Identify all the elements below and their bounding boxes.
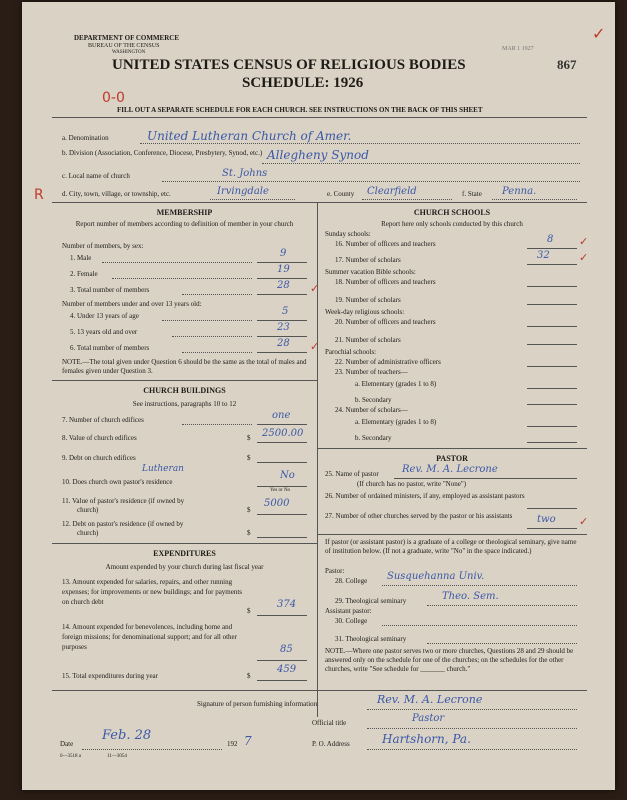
- q18-answer-line: [527, 286, 577, 287]
- form-title: UNITED STATES CENSUS OF RELIGIOUS BODIES: [112, 57, 466, 73]
- q14-answer-line: [257, 660, 307, 661]
- q2-value: 19: [277, 264, 290, 275]
- schedule-title: SCHEDULE: 1926: [242, 75, 364, 91]
- q2-label: 2. Female: [70, 270, 98, 278]
- official-title-line: [367, 728, 577, 729]
- year-digit: 7: [244, 734, 252, 748]
- check-mark-icon: ✓: [592, 24, 606, 43]
- expenditures-intro: Amount expended by your church during last fiscal year: [105, 563, 264, 571]
- q16-value: 8: [547, 234, 554, 245]
- expenditures-heading: EXPENDITURES: [153, 549, 216, 558]
- signature-line: [367, 709, 577, 710]
- q13-label: 13. Amount expended for salaries, repairs, and other running expenses; for improvements or new buildings; and for payments on church debt: [62, 578, 243, 606]
- q7-leader: [182, 424, 252, 425]
- denomination-line: [140, 143, 580, 144]
- weekday-label: Week-day religious schools:: [325, 308, 405, 316]
- q6-label: 6. Total number of members: [70, 344, 150, 352]
- q20-answer-line: [527, 326, 577, 327]
- parochial-label: Parochial schools:: [325, 348, 377, 356]
- buildings-heading: CHURCH BUILDINGS: [143, 386, 226, 395]
- q24b-label: b. Secondary: [355, 434, 392, 442]
- q27-label: 27. Number of other churches served by the pastor or his assistants: [325, 512, 513, 520]
- q23-label: 23. Number of teachers—: [335, 368, 408, 376]
- q5-leader: [172, 336, 252, 337]
- form-number: 867: [557, 57, 577, 72]
- q12-dollar: $: [247, 529, 251, 537]
- schools-intro: Report here only schools conducted by this church: [381, 220, 523, 228]
- q18-label: 18. Number of officers and teachers: [335, 278, 436, 286]
- q7-label: 7. Number of church edifices: [62, 416, 144, 424]
- membership-intro: Report number of members according to definition of member in your church: [75, 220, 294, 228]
- city-value: Irvingdale: [217, 186, 269, 197]
- q16-answer-line: [527, 248, 577, 249]
- bureau-label: BUREAU OF THE CENSUS: [88, 43, 160, 49]
- q28-value: Susquehanna Univ.: [387, 571, 485, 582]
- pastor-note: NOTE.—Where one pastor serves two or more churches, Questions 28 and 29 should be answered only on the schedule for one of the churches; on the schedules for the other churches, write "See schedule for _______ church.": [325, 647, 574, 673]
- q1-answer-line: [257, 262, 307, 263]
- expenditures-rule: [52, 543, 317, 544]
- q23b-label: b. Secondary: [355, 396, 392, 404]
- local-name-label: c. Local name of church: [62, 172, 130, 180]
- by-age-label: Number of members under and over 13 years old:: [62, 300, 202, 308]
- assistant-sublabel: Assistant pastor:: [325, 607, 372, 615]
- q20-label: 20. Number of officers and teachers: [335, 318, 436, 326]
- q9-answer-line: [257, 462, 307, 463]
- state-value: Penna.: [502, 186, 537, 197]
- city-line: [210, 199, 295, 200]
- q22-answer-line: [527, 366, 577, 367]
- census-form: [22, 2, 615, 790]
- q16-label: 16. Number of officers and teachers: [335, 240, 436, 248]
- q11-answer-line: [257, 514, 307, 515]
- department-label: DEPARTMENT OF COMMERCE: [74, 34, 180, 42]
- q24-label: 24. Number of scholars—: [335, 406, 408, 414]
- q15-answer-line: [257, 680, 307, 681]
- q15-dollar: $: [247, 672, 251, 680]
- q3-value: 28: [277, 280, 290, 291]
- city-label: WASHINGTON: [112, 50, 146, 55]
- date-label: Date: [60, 740, 74, 748]
- q30-label: 30. College: [335, 617, 368, 625]
- q23a-answer-line: [527, 388, 577, 389]
- official-title-value: Pastor: [412, 713, 445, 724]
- q27-value: two: [537, 514, 556, 525]
- q24b-answer-line: [527, 442, 577, 443]
- q23a-label: a. Elementary (grades 1 to 8): [355, 380, 437, 388]
- form-code: 6—3518 a: [60, 754, 81, 759]
- q9-label: 9. Debt on church edifices: [62, 454, 136, 462]
- q6-check-icon: ✓: [310, 340, 320, 353]
- division-value: Allegheny Synod: [267, 148, 369, 162]
- date-value: Feb. 28: [102, 728, 152, 743]
- q11-value: 5000: [264, 498, 290, 509]
- local-name-line: [162, 181, 580, 182]
- q21-answer-line: [527, 344, 577, 345]
- q19-label: 19. Number of scholars: [335, 296, 401, 304]
- q23b-answer-line: [527, 404, 577, 405]
- division-label: b. Division (Association, Conference, Diocese, Presbytery, Synod, etc.): [62, 149, 263, 157]
- q25-hint: (If church has no pastor, write "None"): [357, 480, 467, 488]
- q25-answer-line: [394, 478, 577, 479]
- q15-label: 15. Total expenditures during year: [62, 672, 158, 680]
- q17-label: 17. Number of scholars: [335, 256, 401, 264]
- signature-label: Signature of person furnishing information: [197, 700, 318, 708]
- county-label: e. County: [327, 190, 355, 198]
- q25-label: 25. Name of pastor: [325, 470, 379, 478]
- pastor-heading: PASTOR: [436, 454, 468, 463]
- q12-label-line1: 12. Debt on pastor's residence (if owned by: [62, 520, 184, 528]
- instruction-banner: FILL OUT A SEPARATE SCHEDULE FOR EACH CHURCH. SEE INSTRUCTIONS ON THE BACK OF THIS SHEET: [117, 106, 483, 114]
- q11-dollar: $: [247, 506, 251, 514]
- q6-leader: [182, 352, 252, 353]
- q24a-label: a. Elementary (grades 1 to 8): [355, 418, 437, 426]
- q8-dollar: $: [247, 434, 251, 442]
- red-annotation: 0-0: [102, 90, 125, 106]
- q1-leader: [102, 262, 252, 263]
- header-rule: [52, 117, 587, 118]
- q27-answer-line: [527, 528, 577, 529]
- graduate-rule: [317, 534, 587, 535]
- q14-label: 14. Amount expended for benevolences, including home and foreign missions; for denominational support; and for all other purposes: [62, 623, 237, 651]
- sunday-label: Sunday schools:: [325, 230, 371, 238]
- q1-value: 9: [280, 248, 287, 259]
- summer-label: Summer vacation Bible schools:: [325, 268, 416, 276]
- membership-heading: MEMBERSHIP: [156, 208, 213, 217]
- q6-answer-line: [257, 352, 307, 353]
- po-address-value: Hartshorn, Pa.: [382, 732, 471, 746]
- state-label: f. State: [462, 190, 482, 198]
- q10-label: 10. Does church own pastor's residence: [62, 478, 173, 486]
- q25-value: Rev. M. A. Lecrone: [402, 464, 498, 475]
- q26-answer-line: [527, 508, 577, 509]
- pastor-sublabel: Pastor:: [325, 567, 345, 575]
- q17-value: 32: [537, 250, 550, 261]
- q5-value: 23: [277, 322, 290, 333]
- q4-leader: [162, 320, 252, 321]
- q4-label: 4. Under 13 years of age: [70, 312, 139, 320]
- q11-label-line1: 11. Value of pastor's residence (if owned by: [62, 497, 185, 505]
- q3-label: 3. Total number of members: [70, 286, 150, 294]
- q22-label: 22. Number of administrative officers: [335, 358, 441, 366]
- year-label: 192: [227, 740, 238, 748]
- q6-value: 28: [277, 338, 290, 349]
- by-sex-label: Number of members, by sex:: [62, 242, 144, 250]
- q26-label: 26. Number of ordained ministers, if any, employed as assistant pastors: [325, 492, 525, 500]
- red-r-mark: R: [34, 187, 44, 203]
- q2-answer-line: [257, 278, 307, 279]
- q4-answer-line: [257, 320, 307, 321]
- q7-answer-line: [257, 424, 307, 425]
- pastor-rule: [317, 448, 587, 449]
- q12-answer-line: [257, 537, 307, 538]
- q3-leader: [182, 294, 252, 295]
- buildings-intro: See instructions, paragraphs 10 to 12: [132, 400, 237, 408]
- print-code: 11—3054: [107, 754, 127, 759]
- state-line: [492, 199, 577, 200]
- q24a-answer-line: [527, 426, 577, 427]
- q17-check-icon: ✓: [579, 251, 589, 264]
- date-line: [82, 749, 222, 750]
- q4-value: 5: [282, 306, 289, 317]
- q28-label: 28. College: [335, 577, 368, 585]
- q2-leader: [112, 278, 252, 279]
- q5-answer-line: [257, 336, 307, 337]
- q12-label-line2: church): [77, 529, 99, 537]
- local-name-value: St. Johns: [222, 168, 268, 179]
- denomination-label: a. Denomination: [62, 134, 109, 142]
- q17-answer-line: [527, 264, 577, 265]
- graduate-note: If pastor (or assistant pastor) is a graduate of a college or theological seminary, give name of institution below. (If not a graduate, write "No" in the space indicated.): [325, 538, 577, 555]
- q29-value: Theo. Sem.: [442, 591, 499, 602]
- buildings-rule: [52, 380, 317, 381]
- q21-label: 21. Number of scholars: [335, 336, 401, 344]
- denomination-value: United Lutheran Church of Amer.: [147, 129, 352, 143]
- q30-answer-line: [382, 625, 577, 626]
- footer-rule: [52, 690, 587, 691]
- received-stamp: MAR 1 1927: [502, 46, 534, 52]
- q29-answer-line: [427, 605, 577, 606]
- po-address-label: P. O. Address: [312, 740, 350, 748]
- q3-answer-line: [257, 294, 307, 295]
- yes-no-hint: Yes or No: [270, 488, 291, 493]
- membership-note: NOTE.—The total given under Question 6 should be the same as the total of males and females given under Question 3.: [62, 358, 307, 375]
- q28-answer-line: [382, 585, 577, 586]
- q31-answer-line: [427, 643, 577, 644]
- division-line: [262, 163, 580, 164]
- po-address-line: [367, 749, 577, 750]
- county-value: Clearfield: [367, 186, 417, 197]
- q10-value: No: [280, 470, 295, 481]
- signature-value: Rev. M. A. Lecrone: [377, 693, 483, 706]
- q9-dollar: $: [247, 454, 251, 462]
- q27-check-icon: ✓: [579, 515, 589, 528]
- q7-value: one: [272, 410, 291, 421]
- q13-value: 374: [277, 599, 297, 610]
- q14-value: 85: [280, 644, 293, 655]
- q8-value: 2500.00: [262, 428, 304, 439]
- q3-check-icon: ✓: [310, 282, 320, 295]
- q5-label: 5. 13 years old and over: [70, 328, 138, 336]
- q13-dollar: $: [247, 607, 251, 615]
- q8-answer-line: [257, 442, 307, 443]
- q10-annotation: Lutheran: [142, 464, 184, 474]
- q16-check-icon: ✓: [579, 235, 589, 248]
- q13-answer-line: [257, 615, 307, 616]
- schools-heading: CHURCH SCHOOLS: [413, 208, 491, 217]
- q15-value: 459: [277, 664, 297, 675]
- q10-answer-line: [257, 486, 307, 487]
- official-title-label: Official title: [312, 719, 347, 727]
- city-label: d. City, town, village, or township, etc.: [62, 190, 171, 198]
- q8-label: 8. Value of church edifices: [62, 434, 137, 442]
- body-top-rule: [52, 202, 587, 203]
- q11-label-line2: church): [77, 506, 99, 514]
- q31-label: 31. Theological seminary: [335, 635, 407, 643]
- q1-label: 1. Male: [70, 254, 92, 262]
- county-line: [362, 199, 452, 200]
- q29-label: 29. Theological seminary: [335, 597, 407, 605]
- q19-answer-line: [527, 304, 577, 305]
